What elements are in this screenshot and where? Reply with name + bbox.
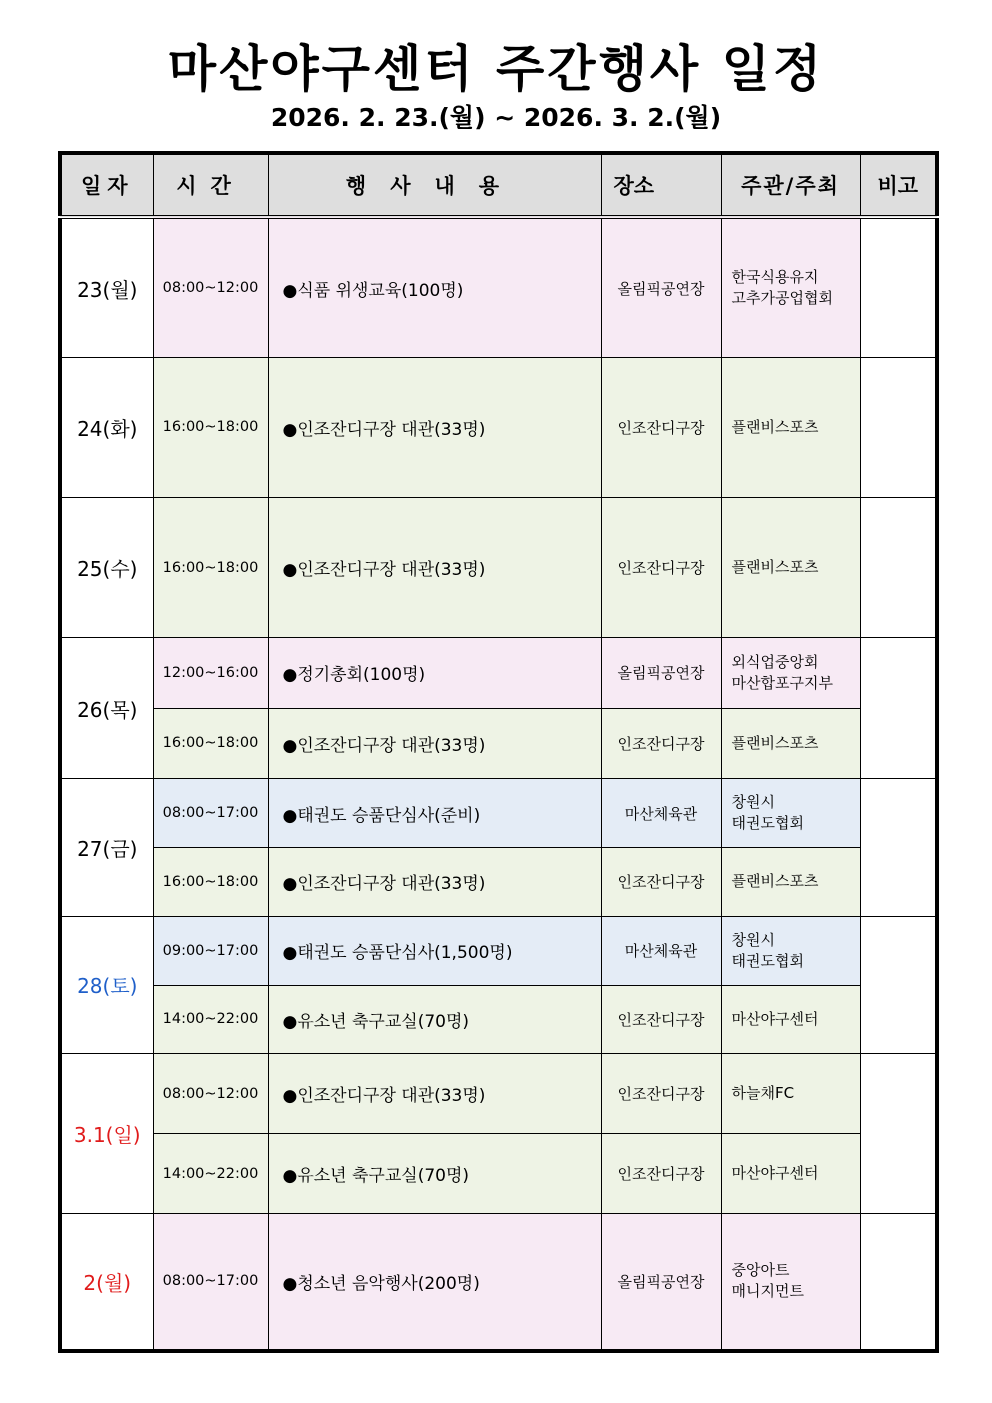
- place-cell: 올림픽공연장: [601, 1213, 721, 1351]
- organizer-cell: [721, 778, 860, 847]
- time-cell: 16:00~18:00: [153, 497, 268, 638]
- organizer-line: 외식업중앙회: [731, 652, 819, 671]
- header-event: 행사내용: [268, 153, 601, 217]
- header-place: 장소: [601, 153, 721, 217]
- organizer-cell: [721, 497, 860, 638]
- organizer-line: 플랜비스포츠: [731, 872, 819, 891]
- event-cell: ●청소년 음악행사(200명): [268, 1213, 601, 1351]
- organizer-line: 중앙아트: [731, 1261, 790, 1280]
- event-cell: ●인조잔디구장 대관(33명): [268, 1054, 601, 1134]
- organizer-cell: [721, 358, 860, 498]
- header-row: [60, 153, 937, 217]
- time-cell: 16:00~18:00: [153, 358, 268, 498]
- header-time: 시간: [153, 153, 268, 217]
- organizer-cell: [721, 1134, 860, 1213]
- time-cell: 14:00~22:00: [153, 985, 268, 1053]
- schedule-period: 2026. 2. 23.(월) ~ 2026. 3. 2.(월): [270, 103, 722, 132]
- date-cell: 24(화): [60, 358, 153, 498]
- table-row: [60, 638, 937, 708]
- note-cell: [860, 358, 937, 498]
- table-row: [60, 708, 937, 778]
- note-cell: [860, 916, 937, 1054]
- event-cell: ●태권도 승품단심사(1,500명): [268, 916, 601, 985]
- organizer-line: 마산야구센터: [731, 1164, 819, 1183]
- place-cell: 인조잔디구장: [601, 1054, 721, 1134]
- event-cell: ●인조잔디구장 대관(33명): [268, 708, 601, 778]
- organizer-cell: [721, 985, 860, 1053]
- table-row: [60, 358, 937, 498]
- note-cell: [860, 1054, 937, 1214]
- place-cell: 마산체육관: [601, 916, 721, 985]
- date-cell: 26(목): [60, 638, 153, 779]
- place-cell: 마산체육관: [601, 778, 721, 847]
- place-cell: 인조잔디구장: [601, 1134, 721, 1213]
- header-date: 일자: [60, 153, 153, 217]
- note-cell: [860, 638, 937, 779]
- event-cell: ●인조잔디구장 대관(33명): [268, 848, 601, 916]
- organizer-line: 한국식용유지: [731, 268, 819, 287]
- time-cell: 14:00~22:00: [153, 1134, 268, 1213]
- table-row: [60, 1134, 937, 1213]
- place-cell: 인조잔디구장: [601, 497, 721, 638]
- event-cell: ●인조잔디구장 대관(33명): [268, 497, 601, 638]
- schedule-table: [58, 151, 939, 1353]
- organizer-line: 플랜비스포츠: [731, 417, 819, 436]
- time-cell: 12:00~16:00: [153, 638, 268, 708]
- time-cell: 08:00~17:00: [153, 1213, 268, 1351]
- place-cell: 올림픽공연장: [601, 217, 721, 358]
- header-note: 비고: [860, 153, 937, 217]
- organizer-line: 고추가공업협회: [731, 289, 833, 308]
- organizer-line: 창원시: [731, 793, 775, 812]
- note-cell: [860, 497, 937, 638]
- place-cell: 올림픽공연장: [601, 638, 721, 708]
- place-cell: 인조잔디구장: [601, 848, 721, 916]
- organizer-cell: [721, 1054, 860, 1134]
- date-cell: 27(금): [60, 778, 153, 916]
- place-cell: 인조잔디구장: [601, 358, 721, 498]
- event-cell: ●유소년 축구교실(70명): [268, 1134, 601, 1213]
- note-cell: [860, 1213, 937, 1351]
- table-row: [60, 1054, 937, 1134]
- event-cell: ●식품 위생교육(100명): [268, 217, 601, 358]
- event-cell: ●유소년 축구교실(70명): [268, 985, 601, 1053]
- organizer-cell: [721, 638, 860, 708]
- time-cell: 16:00~18:00: [153, 708, 268, 778]
- time-cell: 09:00~17:00: [153, 916, 268, 985]
- organizer-line: 매니지먼트: [731, 1282, 804, 1301]
- note-cell: [860, 778, 937, 916]
- table-row: [60, 217, 937, 358]
- organizer-cell: [721, 916, 860, 985]
- table-row: [60, 848, 937, 916]
- date-cell: 28(토): [60, 916, 153, 1054]
- organizer-line: 플랜비스포츠: [731, 558, 819, 577]
- organizer-line: 하늘채FC: [731, 1084, 795, 1103]
- header-organizer: 주관/주최: [721, 153, 860, 217]
- organizer-cell: [721, 217, 860, 358]
- organizer-cell: [721, 1213, 860, 1351]
- organizer-cell: [721, 848, 860, 916]
- date-cell: 2(월): [60, 1213, 153, 1351]
- organizer-cell: [721, 708, 860, 778]
- place-cell: 인조잔디구장: [601, 708, 721, 778]
- event-cell: ●정기총회(100명): [268, 638, 601, 708]
- table-row: [60, 916, 937, 985]
- organizer-line: 플랜비스포츠: [731, 733, 819, 752]
- time-cell: 08:00~17:00: [153, 778, 268, 847]
- note-cell: [860, 217, 937, 358]
- organizer-line: 마산합포구지부: [731, 673, 833, 692]
- time-cell: 08:00~12:00: [153, 217, 268, 358]
- organizer-line: 창원시: [731, 930, 775, 949]
- event-cell: ●인조잔디구장 대관(33명): [268, 358, 601, 498]
- organizer-line: 태권도협회: [731, 814, 804, 833]
- table-row: [60, 778, 937, 847]
- time-cell: 16:00~18:00: [153, 848, 268, 916]
- date-cell: 23(월): [60, 217, 153, 358]
- date-cell: 25(수): [60, 497, 153, 638]
- table-row: [60, 1213, 937, 1351]
- event-cell: ●태권도 승품단심사(준비): [268, 778, 601, 847]
- place-cell: 인조잔디구장: [601, 985, 721, 1053]
- table-row: [60, 985, 937, 1053]
- time-cell: 08:00~12:00: [153, 1054, 268, 1134]
- date-cell: 3.1(일): [60, 1054, 153, 1214]
- page-title: 마산야구센터 주간행사 일정: [167, 40, 825, 98]
- table-row: [60, 497, 937, 638]
- organizer-line: 태권도협회: [731, 951, 804, 970]
- organizer-line: 마산야구센터: [731, 1009, 819, 1028]
